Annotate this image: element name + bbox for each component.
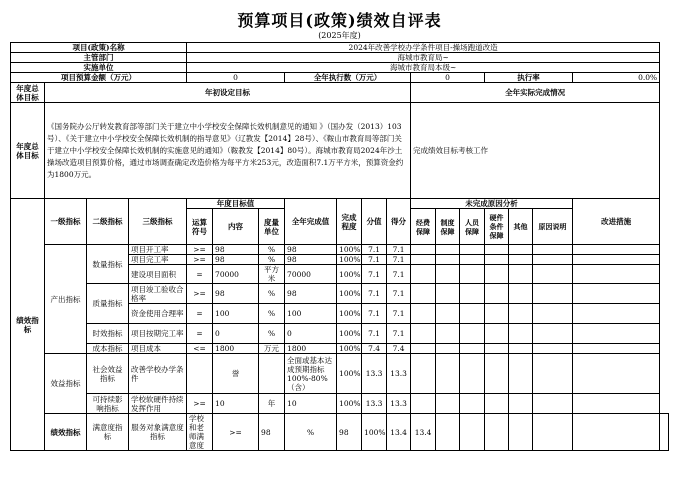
- got-header: 得分: [387, 199, 411, 245]
- quality-group: 质量指标: [87, 284, 129, 324]
- satisfaction-group: 满意度指标: [87, 414, 129, 451]
- row-actual: 98: [285, 245, 337, 255]
- empty-cell: [485, 255, 509, 265]
- perf-label: 绩效指标: [11, 199, 45, 451]
- empty-cell: [573, 245, 660, 255]
- empty-cell: [411, 304, 436, 324]
- row-got: 13.3: [387, 394, 411, 414]
- time-group: 时效指标: [87, 324, 129, 344]
- empty-cell: [460, 414, 485, 451]
- row-unit: %: [259, 255, 285, 265]
- row-name: 建设项目面积: [129, 265, 187, 284]
- empty-cell: [485, 245, 509, 255]
- row-content: 1800: [213, 344, 259, 354]
- row-unit: 平方米: [259, 265, 285, 284]
- row-name: 项目竣工验收合格率: [129, 284, 187, 304]
- row-unit: %: [259, 245, 285, 255]
- empty-cell: [460, 324, 485, 344]
- row-score: 7.1: [362, 324, 387, 344]
- project-name-value: 2024年改善学校办学条件项目-操场跑道改造: [187, 43, 660, 53]
- row-name: 项目完工率: [129, 255, 187, 265]
- evaluation-table: [10, 42, 669, 451]
- row-unit: %: [259, 324, 285, 344]
- table-row: [11, 344, 669, 354]
- rate-label: 执行率: [485, 73, 573, 83]
- row-degree: 100%: [337, 324, 362, 344]
- empty-cell: [533, 344, 573, 354]
- content-header: 内容: [213, 209, 259, 245]
- empty-cell: [436, 304, 460, 324]
- empty-cell: [573, 324, 660, 344]
- page-year: (2025年度): [318, 31, 361, 40]
- reason-group-header: 未完成原因分析: [411, 199, 573, 209]
- empty-cell: [573, 354, 660, 394]
- row-degree: 100%: [337, 265, 362, 284]
- empty-cell: [509, 354, 533, 394]
- row-score: 13.3: [362, 354, 387, 394]
- row-name: 项目开工率: [129, 245, 187, 255]
- empty-cell: [533, 414, 573, 451]
- row-degree: 100%: [362, 414, 387, 451]
- row-op: <=: [187, 344, 213, 354]
- empty-cell: [509, 304, 533, 324]
- empty-cell: [436, 414, 460, 451]
- row-actual: 10: [285, 394, 337, 414]
- row-op: >=: [187, 284, 213, 304]
- row-name: 资金使用合理率: [129, 304, 187, 324]
- row-got: 7.1: [387, 284, 411, 304]
- target-group-header: 年度目标值: [187, 199, 285, 209]
- row-content: 10: [213, 394, 259, 414]
- reason-other-header: 其他: [509, 209, 533, 245]
- row-score: 7.1: [362, 255, 387, 265]
- row-content: 0: [213, 324, 259, 344]
- empty-cell: [436, 394, 460, 414]
- row-op: >=: [187, 394, 213, 414]
- row-got: 7.1: [387, 324, 411, 344]
- empty-cell: [460, 265, 485, 284]
- empty-cell: [485, 344, 509, 354]
- empty-cell: [411, 394, 436, 414]
- table-row: [11, 394, 669, 414]
- row-score: 7.4: [362, 344, 387, 354]
- empty-cell: [411, 265, 436, 284]
- row-score: 7.1: [362, 265, 387, 284]
- row-unit: %: [259, 304, 285, 324]
- empty-cell: [411, 284, 436, 304]
- table-row: [11, 414, 669, 451]
- empty-cell: [460, 245, 485, 255]
- project-name-label: 项目(政策)名称: [11, 43, 187, 53]
- row-content: 98: [213, 255, 259, 265]
- row-op: >=: [187, 245, 213, 255]
- empty-cell: [660, 414, 669, 451]
- empty-cell: [460, 255, 485, 265]
- empty-cell: [533, 304, 573, 324]
- empty-cell: [533, 265, 573, 284]
- row-actual: 全面或基本达成预期指标100%-80%（含）: [285, 354, 337, 394]
- executed-label: 全年执行数（万元）: [285, 73, 411, 83]
- empty-cell: [485, 265, 509, 284]
- empty-cell: [436, 255, 460, 265]
- row-actual: 70000: [285, 265, 337, 284]
- empty-cell: [533, 354, 573, 394]
- op-header: 运算符号: [187, 209, 213, 245]
- goal-year-label: 年度总体目标: [11, 83, 45, 103]
- empty-cell: [509, 245, 533, 255]
- initial-goal-header: 年初设定目标: [45, 83, 411, 103]
- empty-cell: [460, 344, 485, 354]
- row-score: 7.1: [362, 245, 387, 255]
- score-header: 分值: [362, 199, 387, 245]
- row-content: 70000: [213, 265, 259, 284]
- row-degree: 100%: [337, 304, 362, 324]
- empty-cell: [573, 414, 660, 451]
- row-actual: 98: [285, 255, 337, 265]
- row-got: 7.4: [387, 344, 411, 354]
- empty-cell: [509, 344, 533, 354]
- row-op: [187, 354, 213, 394]
- row-degree: 100%: [337, 344, 362, 354]
- empty-cell: [509, 284, 533, 304]
- empty-cell: [573, 394, 660, 414]
- reason-funding-header: 经费保障: [411, 209, 436, 245]
- row-op: >=: [187, 255, 213, 265]
- quantity-group: 数量指标: [87, 245, 129, 284]
- budget-value: 0: [187, 73, 285, 83]
- actual-goal-text: 完成绩效目标考核工作: [411, 103, 660, 199]
- empty-cell: [411, 344, 436, 354]
- row-name: 项目按期完工率: [129, 324, 187, 344]
- empty-cell: [533, 255, 573, 265]
- level2-header: 二级指标: [87, 199, 129, 245]
- initial-goal-text: 《国务院办公厅转发教育部等部门关于建立中小学校安全保障长效机制意见的通知 》（国办发（2013）103号）、《关于建立中小学校安全保障长效机制的指导意见》（辽教发【2014】28号）、《鞍山市教育局等部门关于建立中小学校安全保障长效机制的实施意见的通知》（鞍教发【2014】80号）。海城市教育局2024年沙土操场改造项目预算价格，通过市场调查确定改造价格为每平方米253元，改造面积7.1万平方米，预算资金约为1800万元。: [45, 103, 411, 199]
- dept-value: 海城市教育局~: [187, 53, 660, 63]
- row-degree: 100%: [337, 284, 362, 304]
- measures-header: 改进措施: [573, 199, 660, 245]
- row-content: 100: [213, 304, 259, 324]
- empty-cell: [573, 344, 660, 354]
- reason-staff-header: 人员保障: [460, 209, 485, 245]
- empty-cell: [509, 324, 533, 344]
- benefit-group: 效益指标: [45, 354, 87, 414]
- empty-cell: [485, 324, 509, 344]
- empty-cell: [485, 284, 509, 304]
- row-op: >=: [213, 414, 259, 451]
- row-unit: %: [285, 414, 337, 451]
- level1-header: 一级指标: [45, 199, 87, 245]
- row-content: 98: [213, 284, 259, 304]
- row-name: 改善学校办学条件: [129, 354, 187, 394]
- empty-cell: [509, 265, 533, 284]
- empty-cell: [411, 354, 436, 394]
- row-actual: 98: [285, 284, 337, 304]
- row-score: 13.3: [362, 394, 387, 414]
- unit-label: 实施单位: [11, 63, 187, 73]
- unit-value: 海城市教育局本级~: [187, 63, 660, 73]
- row-score: 7.1: [362, 304, 387, 324]
- empty-cell: [573, 284, 660, 304]
- empty-cell: [533, 324, 573, 344]
- row-actual: 0: [285, 324, 337, 344]
- dept-label: 主管部门: [11, 53, 187, 63]
- level3-header: 三级指标: [129, 199, 187, 245]
- perf-label-2: 绩效指标: [45, 414, 87, 451]
- empty-cell: [573, 304, 660, 324]
- reason-hardware-header: 硬件条件保障: [485, 209, 509, 245]
- row-op: =: [187, 304, 213, 324]
- service-group: 服务对象满意度指标: [129, 414, 187, 451]
- row-actual: 1800: [285, 344, 337, 354]
- sustain-group: 可持续影响指标: [87, 394, 129, 414]
- empty-cell: [436, 324, 460, 344]
- table-row: [11, 354, 669, 394]
- budget-label: 项目预算金额（万元）: [11, 73, 187, 83]
- empty-cell: [509, 394, 533, 414]
- empty-cell: [533, 284, 573, 304]
- row-score: 13.4: [387, 414, 411, 451]
- row-degree: 100%: [337, 354, 362, 394]
- row-got: 7.1: [387, 245, 411, 255]
- row-unit: [259, 354, 285, 394]
- table-row: [11, 324, 669, 344]
- empty-cell: [411, 255, 436, 265]
- empty-cell: [509, 255, 533, 265]
- row-got: 13.3: [387, 354, 411, 394]
- row-got: 7.1: [387, 265, 411, 284]
- social-group: 社会效益指标: [87, 354, 129, 394]
- cost-group: 成本指标: [87, 344, 129, 354]
- row-name: 项目成本: [129, 344, 187, 354]
- row-degree: 100%: [337, 394, 362, 414]
- empty-cell: [436, 265, 460, 284]
- empty-cell: [533, 394, 573, 414]
- row-content: 98: [213, 245, 259, 255]
- empty-cell: [460, 304, 485, 324]
- table-row: [11, 284, 669, 304]
- reason-note-header: 原因说明: [533, 209, 573, 245]
- actual-goal-header: 全年实际完成情况: [411, 83, 660, 103]
- empty-cell: [485, 304, 509, 324]
- row-content: 98: [259, 414, 285, 451]
- page-title: 预算项目(政策)绩效自评表: [237, 11, 442, 30]
- unit-header: 度量单位: [259, 209, 285, 245]
- empty-cell: [436, 344, 460, 354]
- row-degree: 100%: [337, 245, 362, 255]
- row-degree: 100%: [337, 255, 362, 265]
- rate-value: 0.0%: [573, 73, 660, 83]
- reason-system-header: 制度保障: [436, 209, 460, 245]
- row-content: 誉: [213, 354, 259, 394]
- row-got: 7.1: [387, 255, 411, 265]
- empty-cell: [436, 354, 460, 394]
- row-op: =: [187, 265, 213, 284]
- degree-header: 完成程度: [337, 199, 362, 245]
- row-got: 7.1: [387, 304, 411, 324]
- row-score: 7.1: [362, 284, 387, 304]
- table-row: [11, 245, 669, 255]
- empty-cell: [460, 394, 485, 414]
- empty-cell: [573, 265, 660, 284]
- actual-header: 全年完成值: [285, 199, 337, 245]
- empty-cell: [573, 255, 660, 265]
- empty-cell: [436, 245, 460, 255]
- row-name: 学校软硬件持续发挥作用: [129, 394, 187, 414]
- empty-cell: [485, 394, 509, 414]
- row-unit: 万元: [259, 344, 285, 354]
- goal-row-label: 年度总体目标: [11, 103, 45, 199]
- executed-value: 0: [411, 73, 485, 83]
- empty-cell: [533, 245, 573, 255]
- row-unit: 年: [259, 394, 285, 414]
- row-actual: 98: [337, 414, 362, 451]
- empty-cell: [460, 284, 485, 304]
- row-got: 13.4: [411, 414, 436, 451]
- empty-cell: [411, 245, 436, 255]
- empty-cell: [460, 354, 485, 394]
- empty-cell: [509, 414, 533, 451]
- empty-cell: [485, 354, 509, 394]
- row-name: 学校和老师满意度: [187, 414, 213, 451]
- empty-cell: [411, 324, 436, 344]
- empty-cell: [436, 284, 460, 304]
- output-group: 产出指标: [45, 245, 87, 354]
- row-unit: %: [259, 284, 285, 304]
- row-op: =: [187, 324, 213, 344]
- row-actual: 100: [285, 304, 337, 324]
- empty-cell: [485, 414, 509, 451]
